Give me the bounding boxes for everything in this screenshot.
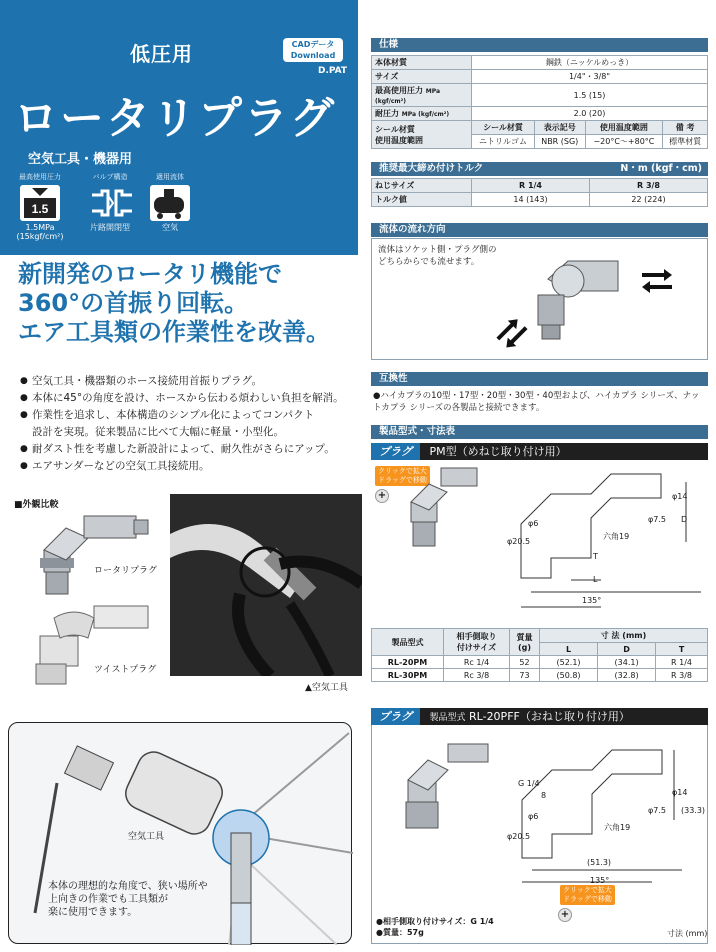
pm-cell: R 1/4 — [656, 656, 708, 669]
pm-drawing — [371, 462, 708, 622]
headline-line: 新開発のロータリ機能で — [18, 260, 282, 288]
zoom-plus-icon[interactable]: + — [558, 908, 572, 922]
spec-table — [371, 55, 708, 149]
spec-key-text: シール材質 — [375, 124, 415, 134]
feature-item: ● 作業性を追求し、本体構造のシンプル化によってコンパクト — [20, 407, 365, 424]
pm-cell: (32.8) — [598, 669, 656, 682]
pm-col: L — [540, 643, 598, 656]
dim-n8: 8 — [541, 791, 547, 800]
pm-head-dim: 寸 法 (mm) — [540, 629, 708, 643]
spec-key-text: 使用温度範囲 — [375, 135, 423, 145]
seal-value: NBR (SG) — [535, 135, 586, 149]
spec-key — [372, 107, 472, 121]
pm-cell: (34.1) — [598, 656, 656, 669]
seal-value: ニトリルゴム — [472, 135, 535, 149]
category-label: 低圧用 — [130, 42, 193, 66]
dim-d75: φ7.5 — [648, 515, 666, 524]
fluid-caption: 空気 — [162, 223, 178, 232]
torque-head: R 3/8 — [590, 179, 708, 193]
spec-key: サイズ — [372, 70, 472, 84]
zoom-plus-icon[interactable]: + — [375, 489, 389, 503]
spec-value: 鋼鉄（ニッケルめっき） — [472, 56, 708, 70]
pm-cell: (50.8) — [540, 669, 598, 682]
air-tool-photo — [170, 494, 362, 676]
pff-title-prefix: 製品型式 — [429, 713, 466, 723]
pm-cell: 52 — [510, 656, 540, 669]
compressor-icon — [150, 185, 190, 221]
feature-item-text: 設計を実現。従来製品に比べて大幅に軽量・小型化。 — [32, 426, 284, 438]
product-subtitle: 空気工具・機器用 — [28, 152, 133, 167]
headline-line: エア工具類の作業性を改善。 — [18, 318, 330, 346]
pressure-spec — [10, 172, 70, 241]
pm-head-mass-line: (g) — [517, 643, 532, 652]
fluid-spec-label: 適用流体 — [156, 173, 184, 181]
pm-head-size-line: 相手側取り — [456, 632, 497, 641]
torque-title: 推奨最大締め付けトルク — [379, 163, 484, 174]
model-section-header: 製品型式・寸法表 — [371, 425, 708, 439]
seal-head: 表示記号 — [535, 121, 586, 135]
pressure-value: 1.5 — [31, 202, 49, 216]
seal-value: 標準材質 — [663, 135, 708, 149]
dim-d205: φ20.5 — [507, 832, 531, 841]
pressure-spec-label: 最高使用圧力 — [19, 173, 61, 181]
torque-head: ねじサイズ — [372, 179, 472, 193]
tooltip-line: ドラッグで移動 — [378, 476, 427, 484]
air-tool-label: 空気工具 — [128, 832, 165, 842]
compat-text: ●ハイカプラの10型・17型・20型・30型・40型および、ハイカプラ シリーズ、ナットカプラ シリーズの各製品と接続できます。 — [373, 391, 700, 413]
rotary-plug-label: ロータリプラグ — [94, 566, 158, 576]
drill-caption — [48, 880, 208, 919]
feature-item: ● 空気工具・機器類のホース接続用首振りプラグ。 — [20, 373, 365, 390]
torque-unit: N・m (kgf・cm) — [620, 163, 702, 174]
pm-product-image — [411, 468, 477, 546]
pm-table — [371, 628, 708, 682]
feature-item: ● 耐ダスト性を考慮した新設計によって、耐久性がさらにアップ。 — [20, 441, 365, 458]
fluid-spec — [140, 172, 200, 232]
pff-note: ●質量：57g — [376, 928, 424, 937]
table-row — [372, 669, 708, 682]
tooltip-line: クリックで拡大 — [378, 467, 427, 475]
valve-spec — [80, 172, 140, 232]
pressure-gauge-icon — [20, 185, 60, 221]
cad-download-button[interactable] — [283, 38, 343, 62]
pm-tag: プラグ — [371, 443, 420, 460]
table-row — [372, 656, 708, 669]
compat-section-header: 互換性 — [371, 372, 708, 386]
pm-head-size-line: 付けサイズ — [456, 643, 497, 652]
spec-unit: MPa (kgf/cm²) — [375, 88, 441, 105]
tooltip-line: ドラッグで移動 — [563, 895, 612, 903]
pff-product-image — [406, 744, 488, 828]
zoom-tooltip — [560, 885, 615, 905]
spec-key — [372, 121, 472, 149]
pm-head-mass — [510, 629, 540, 656]
valve-spec-label: バルブ構造 — [92, 173, 128, 181]
spec-value: 1/4"・3/8" — [472, 70, 708, 84]
seal-value: −20°C〜+80°C — [585, 135, 663, 149]
brand-label: D.PAT — [318, 66, 348, 76]
spec-key-text: 最高使用圧力 — [375, 86, 423, 95]
pff-title: RL-20PFF（おねじ取り付け用） — [469, 710, 630, 723]
twist-plug-label: ツイストプラグ — [94, 665, 157, 675]
dim-l513: (51.3) — [587, 858, 612, 867]
torque-value: 22 (224) — [590, 193, 708, 207]
pm-cell: 73 — [510, 669, 540, 682]
rotary-plug-image — [40, 516, 148, 594]
dim-d14: φ14 — [672, 492, 688, 501]
feature-item: ● エアサンダーなどの空気工具接続用。 — [20, 458, 365, 475]
dim-T: T — [593, 552, 598, 561]
pff-unit: 寸法 (mm) — [667, 929, 708, 938]
headline-line: 360°の首振り回転。 — [18, 289, 249, 317]
torque-table — [371, 178, 708, 207]
spec-key — [372, 84, 472, 107]
flow-arrows-down — [494, 315, 531, 352]
pff-header — [371, 708, 708, 725]
seal-head: 備 考 — [663, 121, 708, 135]
pm-cell: RL-30PM — [372, 669, 444, 682]
feature-item-continued — [20, 424, 365, 441]
title-banner — [0, 0, 358, 255]
dim-h333: (33.3) — [681, 806, 706, 815]
tooltip-line: クリックで拡大 — [563, 886, 612, 894]
pff-note: ●相手側取り付けサイズ：G 1/4 — [376, 917, 494, 926]
pff-drawing — [372, 730, 707, 910]
dim-g14: G 1/4 — [518, 779, 540, 788]
seal-head: シール材質 — [472, 121, 535, 135]
feature-item: ● 本体に45°の角度を設け、ホースから伝わる煩わしい負担を解消。 — [20, 390, 365, 407]
pressure-caption: 1.5MPa (15kgf/cm²) — [16, 223, 64, 241]
cad-label: CADデータ — [291, 40, 335, 49]
torque-section-header — [371, 162, 708, 176]
spec-key: 本体材質 — [372, 56, 472, 70]
pm-title: PM型（めねじ取り付け用） — [429, 445, 567, 458]
pm-col: D — [598, 643, 656, 656]
comparison-title: ■外観比較 — [14, 500, 59, 510]
dim-angle: 135° — [590, 876, 610, 885]
headline — [18, 260, 358, 347]
pm-header — [371, 443, 708, 460]
drill-caption-line: 本体の理想的な角度で、狭い場所や — [48, 881, 208, 892]
dim-d205: φ20.5 — [507, 537, 531, 546]
flow-arrows-right — [642, 269, 672, 293]
product-title: ロータリプラグ — [14, 93, 336, 144]
pm-head-mass-line: 質量 — [516, 633, 533, 642]
pm-cell: Rc 1/4 — [444, 656, 510, 669]
valve-icon — [90, 185, 130, 221]
pm-head-model: 製品型式 — [372, 629, 444, 656]
comparison-illustration — [14, 508, 164, 688]
spec-key-text: 耐圧力 — [375, 109, 399, 118]
drill-caption-line: 上向きの作業でも工具類が — [48, 894, 168, 905]
pff-notes — [376, 916, 494, 938]
dim-d6: φ6 — [528, 812, 539, 821]
pm-cell: RL-20PM — [372, 656, 444, 669]
pm-head-size — [444, 629, 510, 656]
pff-tag: プラグ — [371, 708, 420, 725]
pm-col: T — [656, 643, 708, 656]
dim-L: L — [593, 575, 598, 584]
flow-text-line: 流体はソケット側・プラグ側の — [378, 245, 497, 255]
flow-section-header: 流体の流れ方向 — [371, 223, 708, 237]
feature-list — [20, 373, 365, 475]
spec-value: 1.5 (15) — [472, 84, 708, 107]
dim-D: D — [681, 515, 688, 524]
spec-unit: MPa (kgf/cm²) — [401, 111, 450, 118]
pm-cell: (52.1) — [540, 656, 598, 669]
pm-cell: R 3/8 — [656, 669, 708, 682]
spec-section-header: 仕様 — [371, 38, 708, 52]
download-label: Download — [290, 51, 336, 60]
torque-key: トルク値 — [372, 193, 472, 207]
torque-value: 14 (143) — [472, 193, 590, 207]
dim-d75: φ7.5 — [648, 806, 666, 815]
seal-head: 使用温度範囲 — [585, 121, 663, 135]
drill-caption-line: 楽に使用できます。 — [48, 907, 138, 918]
dim-angle: 135° — [582, 596, 602, 605]
spec-value: 2.0 (20) — [472, 107, 708, 121]
dim-hex: 六角19 — [603, 532, 630, 541]
flow-text — [378, 244, 497, 268]
pm-cell: Rc 3/8 — [444, 669, 510, 682]
dim-d14: φ14 — [672, 788, 688, 797]
torque-head: R 1/4 — [472, 179, 590, 193]
valve-caption: 片路開閉型 — [90, 223, 130, 232]
dim-hex: 六角19 — [604, 823, 631, 832]
flow-text-line: どちらからでも流せます。 — [378, 257, 480, 267]
dim-d6: φ6 — [528, 519, 539, 528]
photo-caption: ▲空気工具 — [305, 683, 348, 693]
